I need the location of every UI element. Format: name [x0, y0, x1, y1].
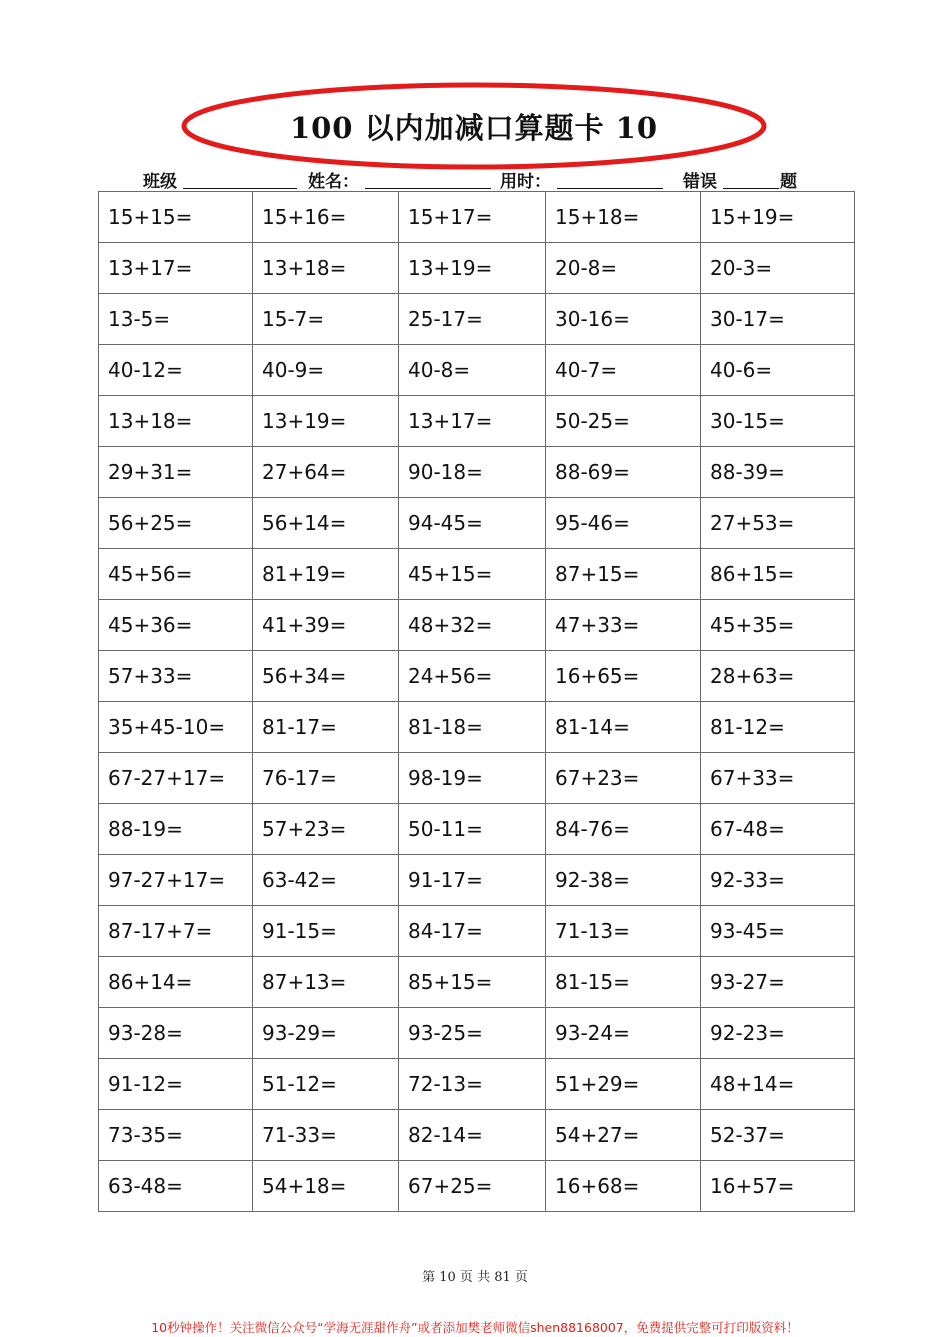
title-banner [180, 80, 768, 172]
student-info-row [143, 167, 823, 191]
table-row [99, 804, 855, 855]
problem-cell: 56+25= [99, 498, 253, 549]
problem-cell: 91-17= [399, 855, 546, 906]
problem-cell: 13+18= [99, 396, 253, 447]
problem-table [98, 191, 855, 1212]
name-label: 姓名： [308, 172, 359, 192]
errors-unit: 题 [780, 172, 797, 192]
problem-cell: 13+19= [399, 243, 546, 294]
problem-cell: 93-24= [546, 1008, 701, 1059]
table-row [99, 192, 855, 243]
problem-cell: 56+34= [253, 651, 399, 702]
problem-cell: 52-37= [701, 1110, 855, 1161]
problem-cell: 81-15= [546, 957, 701, 1008]
problem-cell: 92-23= [701, 1008, 855, 1059]
problem-cell: 16+68= [546, 1161, 701, 1212]
problem-cell: 67+25= [399, 1161, 546, 1212]
table-row [99, 855, 855, 906]
problem-cell: 15+19= [701, 192, 855, 243]
problem-cell: 72-13= [399, 1059, 546, 1110]
problem-cell: 87-17+7= [99, 906, 253, 957]
problem-cell: 27+53= [701, 498, 855, 549]
problem-cell: 56+14= [253, 498, 399, 549]
table-row [99, 957, 855, 1008]
problem-cell: 30-17= [701, 294, 855, 345]
problem-cell: 40-6= [701, 345, 855, 396]
problem-cell: 98-19= [399, 753, 546, 804]
table-row [99, 651, 855, 702]
errors-label: 错误 [683, 172, 717, 192]
table-row [99, 549, 855, 600]
problem-cell: 45+15= [399, 549, 546, 600]
problem-cell: 81-12= [701, 702, 855, 753]
problem-cell: 15+18= [546, 192, 701, 243]
problem-cell: 54+18= [253, 1161, 399, 1212]
problem-cell: 30-15= [701, 396, 855, 447]
table-row [99, 243, 855, 294]
problem-cell: 45+36= [99, 600, 253, 651]
problem-cell: 15+15= [99, 192, 253, 243]
problem-cell: 35+45-10= [99, 702, 253, 753]
problem-cell: 81+19= [253, 549, 399, 600]
table-row [99, 294, 855, 345]
promo-footer: 10秒钟操作！关注微信公众号“学海无涯甜作舟”或者添加樊老师微信shen88168007，免费提供完整可打印版资料！ [151, 1320, 799, 1335]
table-row [99, 753, 855, 804]
problem-cell: 30-16= [546, 294, 701, 345]
problem-cell: 15+16= [253, 192, 399, 243]
problem-cell: 82-14= [399, 1110, 546, 1161]
problem-cell: 93-29= [253, 1008, 399, 1059]
problem-cell: 48+32= [399, 600, 546, 651]
table-row [99, 498, 855, 549]
problem-cell: 50-11= [399, 804, 546, 855]
problem-cell: 13+17= [99, 243, 253, 294]
table-row [99, 1161, 855, 1212]
problem-cell: 71-33= [253, 1110, 399, 1161]
problem-cell: 73-35= [99, 1110, 253, 1161]
problem-cell: 88-69= [546, 447, 701, 498]
class-blank[interactable] [183, 188, 297, 189]
problem-cell: 92-38= [546, 855, 701, 906]
problem-cell: 90-18= [399, 447, 546, 498]
problem-cell: 25-17= [399, 294, 546, 345]
page-title: 100 以内加减口算题卡 10 [289, 110, 659, 145]
problem-cell: 16+65= [546, 651, 701, 702]
problem-cell: 87+13= [253, 957, 399, 1008]
problem-cell: 24+56= [399, 651, 546, 702]
problem-cell: 28+63= [701, 651, 855, 702]
problem-cell: 57+23= [253, 804, 399, 855]
table-row [99, 1059, 855, 1110]
problem-cell: 57+33= [99, 651, 253, 702]
problem-cell: 67+33= [701, 753, 855, 804]
problem-cell: 63-48= [99, 1161, 253, 1212]
page-number: 第 10 页 共 81 页 [422, 1270, 528, 1285]
problem-cell: 91-15= [253, 906, 399, 957]
name-blank[interactable] [365, 188, 491, 189]
problem-cell: 91-12= [99, 1059, 253, 1110]
problem-cell: 88-39= [701, 447, 855, 498]
table-row [99, 1008, 855, 1059]
problem-cell: 81-18= [399, 702, 546, 753]
problem-cell: 27+64= [253, 447, 399, 498]
table-row [99, 396, 855, 447]
class-label: 班级 [143, 172, 177, 192]
problem-cell: 67+23= [546, 753, 701, 804]
table-row [99, 702, 855, 753]
problem-cell: 48+14= [701, 1059, 855, 1110]
problem-cell: 67-48= [701, 804, 855, 855]
problem-cell: 13-5= [99, 294, 253, 345]
problem-cell: 92-33= [701, 855, 855, 906]
problem-cell: 13+17= [399, 396, 546, 447]
errors-blank[interactable] [723, 188, 779, 189]
problem-cell: 93-25= [399, 1008, 546, 1059]
problem-cell: 86+15= [701, 549, 855, 600]
problem-cell: 97-27+17= [99, 855, 253, 906]
time-label: 用时： [500, 172, 551, 192]
problem-cell: 13+19= [253, 396, 399, 447]
problem-cell: 76-17= [253, 753, 399, 804]
problem-cell: 84-76= [546, 804, 701, 855]
problem-cell: 45+35= [701, 600, 855, 651]
time-blank[interactable] [557, 188, 663, 189]
problem-cell: 81-14= [546, 702, 701, 753]
problem-cell: 41+39= [253, 600, 399, 651]
table-row [99, 345, 855, 396]
problem-cell: 40-12= [99, 345, 253, 396]
problem-cell: 40-7= [546, 345, 701, 396]
problem-cell: 40-8= [399, 345, 546, 396]
problem-cell: 86+14= [99, 957, 253, 1008]
problem-cell: 81-17= [253, 702, 399, 753]
problem-cell: 88-19= [99, 804, 253, 855]
problem-cell: 87+15= [546, 549, 701, 600]
problem-cell: 20-8= [546, 243, 701, 294]
problem-cell: 45+56= [99, 549, 253, 600]
table-row [99, 906, 855, 957]
problem-cell: 51+29= [546, 1059, 701, 1110]
problem-cell: 16+57= [701, 1161, 855, 1212]
problem-cell: 93-45= [701, 906, 855, 957]
problem-cell: 15-7= [253, 294, 399, 345]
problem-cell: 84-17= [399, 906, 546, 957]
table-row [99, 447, 855, 498]
problem-cell: 15+17= [399, 192, 546, 243]
problem-cell: 94-45= [399, 498, 546, 549]
table-row [99, 600, 855, 651]
problem-cell: 40-9= [253, 345, 399, 396]
problem-cell: 63-42= [253, 855, 399, 906]
table-row [99, 1110, 855, 1161]
problem-cell: 85+15= [399, 957, 546, 1008]
problem-cell: 51-12= [253, 1059, 399, 1110]
problem-cell: 13+18= [253, 243, 399, 294]
problem-cell: 54+27= [546, 1110, 701, 1161]
problem-cell: 95-46= [546, 498, 701, 549]
problem-cell: 93-28= [99, 1008, 253, 1059]
problem-cell: 29+31= [99, 447, 253, 498]
problem-cell: 71-13= [546, 906, 701, 957]
problem-cell: 50-25= [546, 396, 701, 447]
problem-cell: 47+33= [546, 600, 701, 651]
problem-cell: 20-3= [701, 243, 855, 294]
problem-cell: 67-27+17= [99, 753, 253, 804]
problem-cell: 93-27= [701, 957, 855, 1008]
